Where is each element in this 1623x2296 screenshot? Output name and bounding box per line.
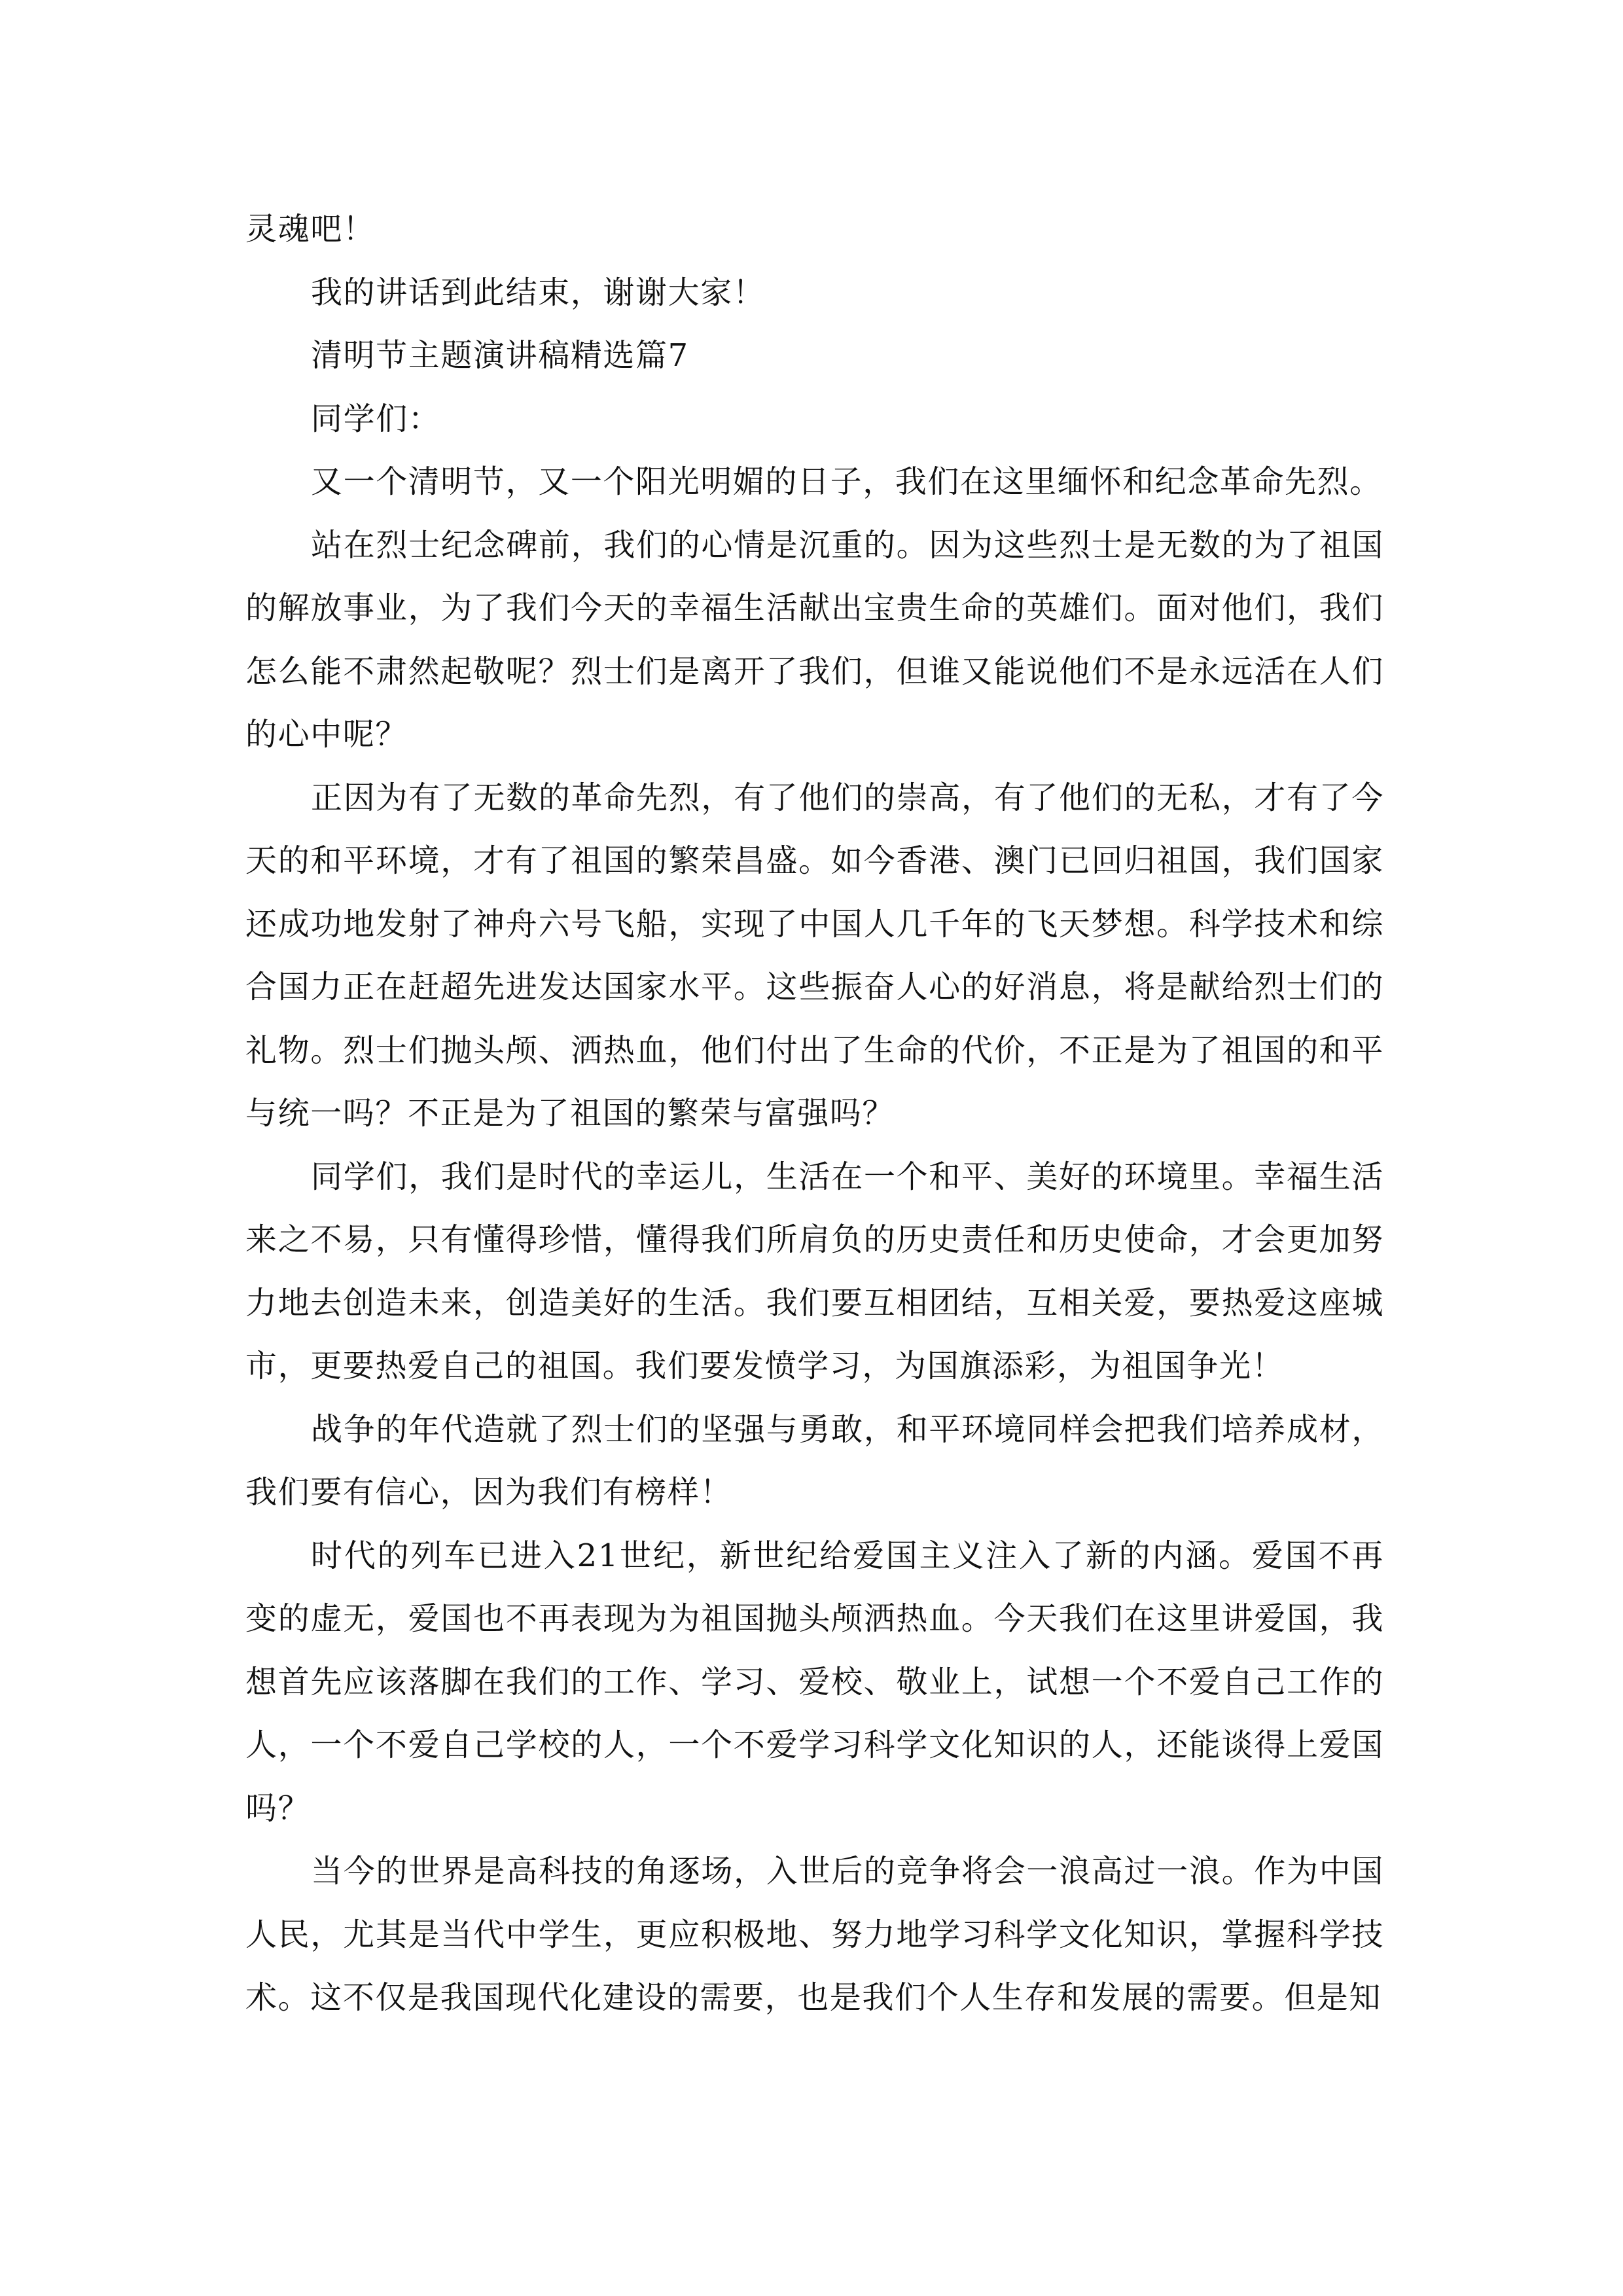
paragraph-10: 时代的列车已进入21世纪，新世纪给爱国主义注入了新的内涵。爱国不再变的虚无，爱国也不再表现为为祖国抛头颅洒热血。今天我们在这里讲爱国，我想首先应该落脚在我们的工作、学习、爱校、敬业上，试想一个不爱自己工作的人，一个不爱自己学校的人，一个不爱学习科学文化知识的人，还能谈得上爱国吗？ — [245, 1537, 1384, 1827]
paragraph-6: 站在烈士纪念碑前，我们的心情是沉重的。因为这些烈士是无数的为了祖国的解放事业，为了我们今天的幸福生活献出宝贵生命的英雄们。面对他们，我们怎么能不肃然起敬呢？烈士们是离开了我们，但谁又能说他们不是永远活在人们的心中呢？ — [245, 526, 1384, 753]
paragraph-5: 又一个清明节，又一个阳光明媚的日子，我们在这里缅怀和纪念革命先烈。 — [311, 463, 1382, 500]
paragraph-1: 灵魂吧！ — [245, 211, 376, 247]
paragraph-7: 正因为有了无数的革命先烈，有了他们的崇高，有了他们的无私，才有了今天的和平环境，才有了祖国的繁荣昌盛。如今香港、澳门已回归祖国，我们国家还成功地发射了神舟六号飞船，实现了中国人几千年的飞天梦想。科学技术和综合国力正在赶超先进发达国家水平。这些振奋人心的好消息，将是献给烈士们的礼物。烈士们抛头颅、洒热血，他们付出了生命的代价，不正是为了祖国的和平与统一吗？不正是为了祖国的繁荣与富强吗？ — [245, 779, 1384, 1132]
document-body — [245, 198, 1384, 2030]
paragraph-11: 当今的世界是高科技的角逐场，入世后的竞争将会一浪高过一浪。作为中国人民，尤其是当代中学生，更应积极地、努力地学习科学文化知识，掌握科学技术。这不仅是我国现代化建设的需要，也是我们个人生存和发展的需要。但是知 — [245, 1853, 1384, 2016]
salutation: 同学们： — [311, 400, 441, 437]
paragraph-9: 战争的年代造就了烈士们的坚强与勇敢，和平环境同样会把我们培养成材，我们要有信心，因为我们有榜样！ — [245, 1410, 1384, 1511]
section-heading: 清明节主题演讲稿精选篇7 — [311, 337, 689, 374]
paragraph-8: 同学们，我们是时代的幸运儿，生活在一个和平、美好的环境里。幸福生活来之不易，只有懂得珍惜，懂得我们所肩负的历史责任和历史使命，才会更加努力地去创造未来，创造美好的生活。我们要互相团结，互相关爱，要热爱这座城市，更要热爱自己的祖国。我们要发愤学习，为国旗添彩，为祖国争光！ — [245, 1158, 1384, 1384]
paragraph-2: 我的讲话到此结束，谢谢大家！ — [311, 274, 766, 311]
